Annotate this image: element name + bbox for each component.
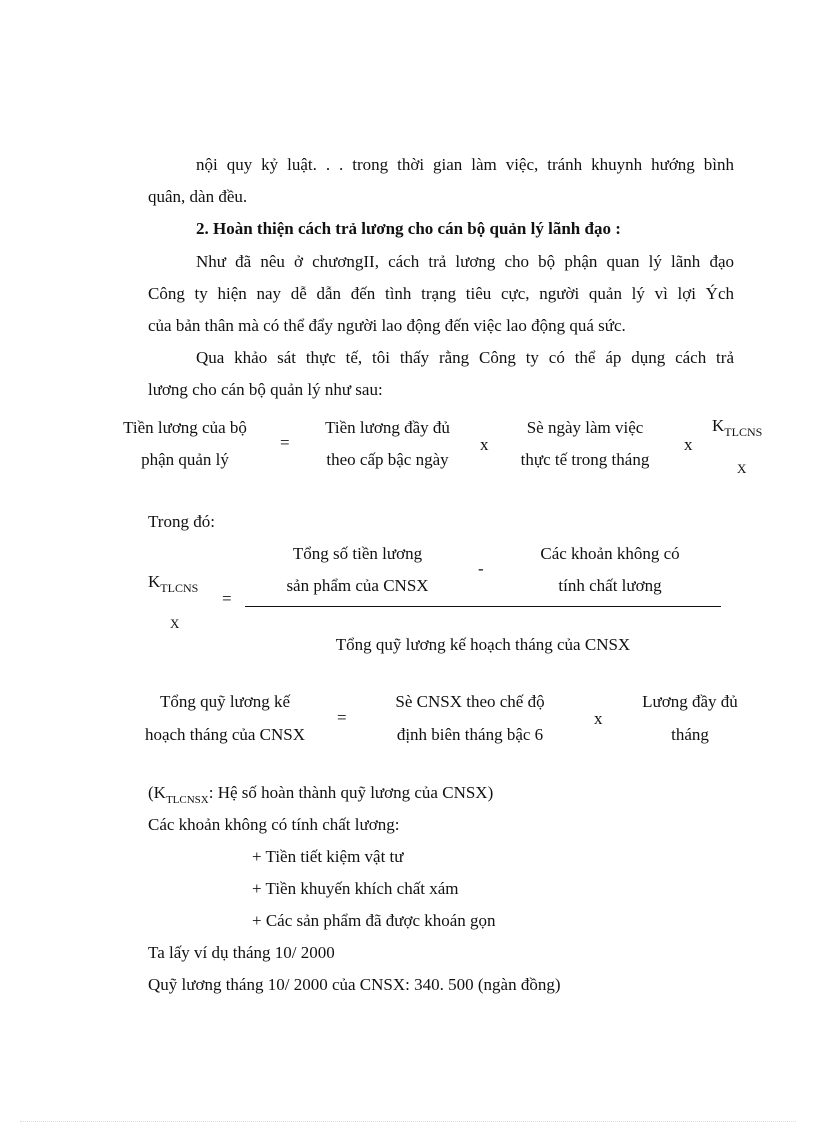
formula2-minus: - — [478, 559, 484, 578]
formula1-lhs-line1: Tiền lương của bộ — [123, 418, 247, 437]
formula3-term2-line2: tháng — [671, 725, 709, 744]
formula3-equals: = — [337, 708, 347, 727]
fraction-line — [245, 606, 721, 607]
formula1-k-symbol — [712, 416, 762, 437]
formula3-lhs-line1: Tổng quỹ lương kế — [159, 692, 291, 711]
formula1-lhs-line2: phận quản lý — [141, 450, 229, 469]
formula1-k-tail: X — [737, 461, 747, 476]
list-item: + Tiền khuyến khích chất xám — [252, 879, 459, 898]
fund-line: Quỹ lương tháng 10/ 2000 của CNSX: 340. 500 (ngàn đồng) — [148, 975, 561, 994]
formula2-num1-line2: sản phẩm của CNSX — [286, 576, 429, 595]
para1-line1: nội quy kỷ luật. . . trong thời gian làm việc, tránh khuynh hướng bình — [196, 155, 734, 174]
para3-line1: Qua khảo sát thực tế, tôi thấy rằng Công ty có thể áp dụng cách trả — [196, 348, 734, 367]
para3-line2: lương cho cán bộ quản lý như sau: — [148, 380, 383, 399]
coefficient-note — [148, 783, 493, 805]
formula1-term1-line1: Tiền lương đầy đủ — [325, 418, 450, 437]
para2-line1: Như đã nêu ở chươngII, cách trả lương cho bộ phận quan lý lãnh đạo — [196, 252, 734, 271]
list-item: + Tiền tiết kiệm vật tư — [252, 847, 404, 866]
formula3-term2-line1: Lương đầy đủ — [642, 692, 738, 711]
formula1-term1-line2: theo cấp bậc ngày — [326, 450, 449, 469]
para2-line2: Công ty hiện nay dễ dẫn đến tình trạng tiêu cực, người quản lý vì lợi Ých — [148, 284, 734, 303]
note-sub: TLCNSX — [165, 794, 209, 806]
formula1-term2-line2: thực tế trong tháng — [520, 450, 650, 469]
formula1-times-2: x — [684, 435, 693, 454]
formula1-times-1: x — [480, 435, 489, 454]
formula3-term1-line2: định biên tháng bậc 6 — [396, 725, 544, 744]
formula2-k-sub: TLCNS — [160, 581, 199, 595]
formula2-k-tail: X — [170, 616, 180, 631]
section-heading: 2. Hoàn thiện cách trả lương cho cán bộ quản lý lãnh đạo : — [196, 219, 621, 238]
formula2-denominator: Tổng quỹ lương kế hoạch tháng của CNSX — [335, 635, 631, 654]
list-item: + Các sản phẩm đã được khoán gọn — [252, 911, 496, 930]
formula3-lhs-line2: hoạch tháng của CNSX — [144, 725, 306, 744]
formula1-k-main: K — [712, 416, 725, 435]
para1-line2: quân, dàn đều. — [148, 187, 248, 206]
formula2-equals: = — [222, 589, 232, 608]
formula3-times: x — [594, 709, 603, 728]
formula2-num1-line1: Tổng số tiền lương — [292, 544, 423, 563]
note-rest: : Hệ số hoàn thành quỹ lương của CNSX) — [208, 783, 494, 802]
example-line: Ta lấy ví dụ tháng 10/ 2000 — [148, 943, 335, 962]
page-bottom-rule — [20, 1121, 796, 1122]
items-heading: Các khoản không có tính chất lương: — [148, 815, 400, 834]
formula1-equals: = — [280, 433, 290, 452]
formula2-k-main: K — [148, 572, 161, 591]
formula1-term2-line1: Sè ngày làm việc — [526, 418, 644, 437]
para2-line3: của bản thân mà có thể đẩy người lao động đến việc lao động quá sức. — [148, 316, 626, 335]
formula1-k-sub: TLCNS — [724, 425, 763, 439]
formula2-k-symbol — [148, 572, 198, 593]
formula2-num2-line1: Các khoản không có — [540, 544, 680, 563]
note-open: (K — [148, 783, 166, 802]
formula2-num2-line2: tính chất lương — [558, 576, 662, 595]
where-label: Trong đó: — [148, 512, 215, 531]
formula3-term1-line1: Sè CNSX theo chế độ — [395, 692, 545, 711]
